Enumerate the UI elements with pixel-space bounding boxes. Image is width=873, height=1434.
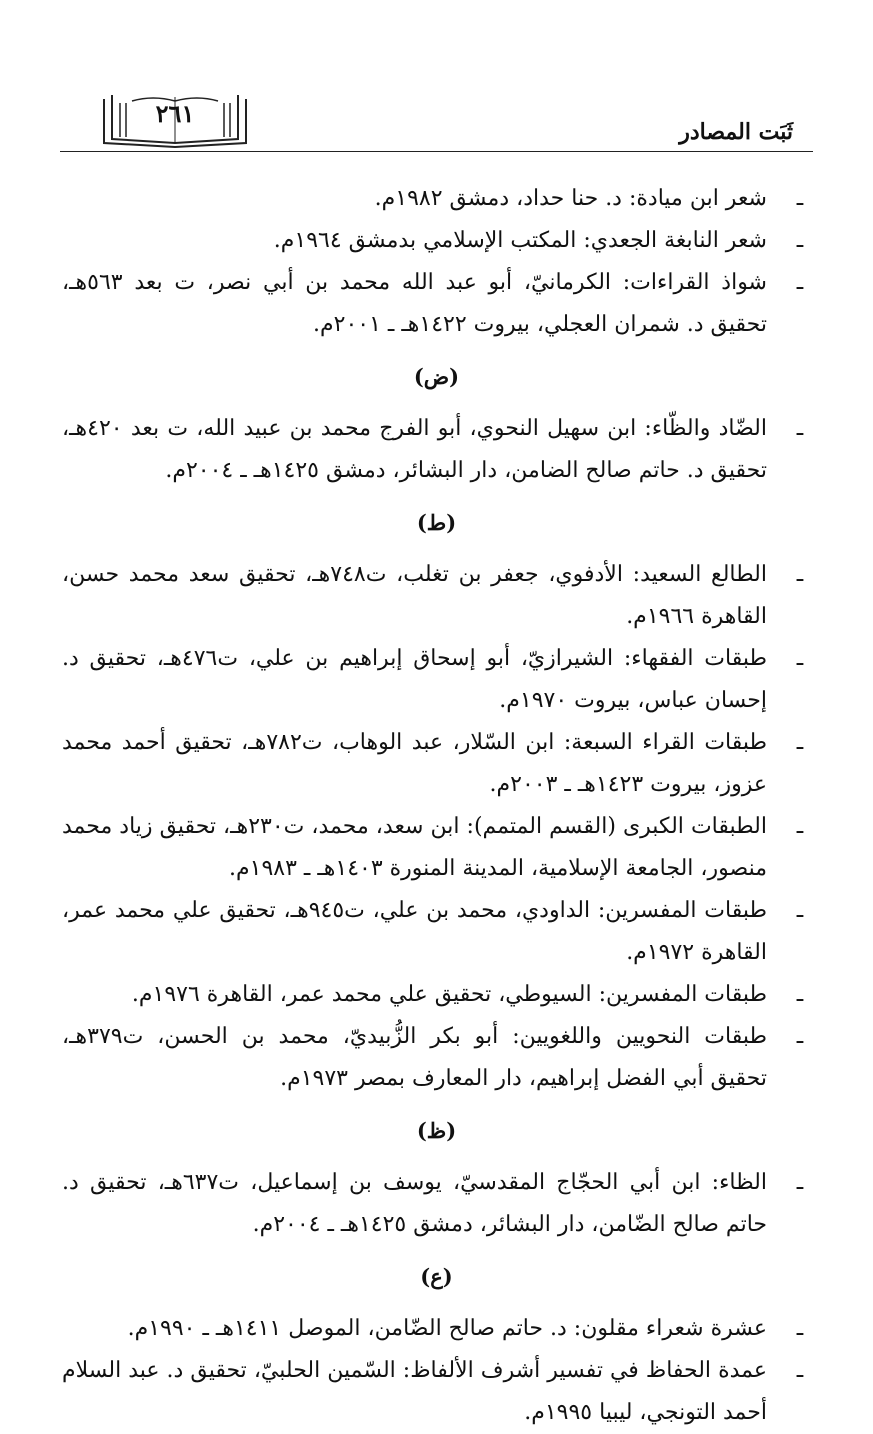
entry-text: طبقات المفسرين: الداودي، محمد بن علي، ت٩٤٥هـ، تحقيق علي محمد عمر، القاهرة ١٩٧٢م. <box>62 898 767 965</box>
entry-dash: ـ <box>796 270 804 295</box>
bibliography-entry <box>62 638 811 722</box>
entry-text: طبقات الفقهاء: الشيرازيّ، أبو إسحاق إبراهيم بن علي، ت٤٧٦هـ، تحقيق د. إحسان عباس، بيروت ١٩٧٠م. <box>62 646 767 713</box>
entry-text: الطبقات الكبرى (القسم المتمم): ابن سعد، محمد، ت٢٣٠هـ، تحقيق زياد محمد منصور، الجامعة الإسلامية، المدينة المنورة ١٤٠٣هـ ـ ١٩٨٣م. <box>62 814 767 881</box>
entry-dash: ـ <box>796 1316 804 1341</box>
letter-heading: (ع) <box>420 1264 453 1289</box>
entry-dash: ـ <box>796 1358 804 1383</box>
entry-dash: ـ <box>796 982 804 1007</box>
entry-text: عشرة شعراء مقلون: د. حاتم صالح الضّامن، الموصل ١٤١١هـ ـ ١٩٩٠م. <box>127 1316 767 1341</box>
bibliography-entry <box>62 1308 811 1350</box>
entry-text: طبقات القراء السبعة: ابن السّلار، عبد الوهاب، ت٧٨٢هـ، تحقيق أحمد محمد عزوز، بيروت ١٤٢٣هـ ـ ٢٠٠٣م. <box>62 730 768 797</box>
entry-text: الضّاد والظّاء: ابن سهيل النحوي، أبو الفرج محمد بن عبيد الله، ت بعد ٤٢٠هـ، تحقيق د. حاتم صالح الضامن، دار البشائر، دمشق ١٤٢٥هـ ـ ٢٠٠٤م. <box>62 416 767 483</box>
bibliography-entry <box>62 408 811 492</box>
header-rule <box>60 151 813 152</box>
bibliography-entry <box>62 1350 811 1434</box>
entry-text: الظاء: ابن أبي الحجّاج المقدسيّ، يوسف بن إسماعيل، ت٦٣٧هـ، تحقيق د. حاتم صالح الضّامن، دار البشائر، دمشق ١٤٢٥هـ ـ ٢٠٠٤م. <box>62 1170 767 1237</box>
bibliography-entry <box>62 220 811 262</box>
bibliography-entry <box>62 262 811 346</box>
entry-text: شواذ القراءات: الكرمانيّ، أبو عبد الله محمد بن أبي نصر، ت بعد ٥٦٣هـ، تحقيق د. شمران العجلي، بيروت ١٤٢٢هـ ـ ٢٠٠١م. <box>62 270 767 337</box>
letter-heading: (ض) <box>413 364 460 389</box>
entry-dash: ـ <box>796 562 804 587</box>
entry-text: شعر ابن ميادة: د. حنا حداد، دمشق ١٩٨٢م. <box>374 186 767 211</box>
letter-heading: (ظ) <box>416 1118 457 1143</box>
bibliography-entry <box>62 554 811 638</box>
bibliography-entry <box>62 722 811 806</box>
bibliography-entry <box>62 806 811 890</box>
entry-text: طبقات النحويين واللغويين: أبو بكر الزُّبيديّ، محمد بن الحسن، ت٣٧٩هـ، تحقيق أبي الفضل إبراهيم، دار المعارف بمصر ١٩٧٣م. <box>62 1024 767 1091</box>
entry-dash: ـ <box>796 814 804 839</box>
bibliography-entry <box>62 890 811 974</box>
bibliography-entry <box>62 974 811 1016</box>
bibliography-entry <box>62 178 811 220</box>
bibliography-entry <box>62 1016 811 1100</box>
entry-dash: ـ <box>796 186 804 211</box>
entry-dash: ـ <box>796 228 804 253</box>
bibliography-list <box>62 178 811 1434</box>
entry-text: طبقات المفسرين: السيوطي، تحقيق علي محمد عمر، القاهرة ١٩٧٦م. <box>131 982 767 1007</box>
entry-text: عمدة الحفاظ في تفسير أشرف الألفاظ: السّمين الحلبيّ، تحقيق د. عبد السلام أحمد التونجي، ليبيا ١٩٩٥م. <box>62 1358 767 1425</box>
entry-dash: ـ <box>796 730 804 755</box>
entry-dash: ـ <box>796 1170 804 1195</box>
page-header <box>60 85 813 150</box>
page-number: ٢٦١ <box>155 99 195 128</box>
entry-text: شعر النابغة الجعدي: المكتب الإسلامي بدمشق ١٩٦٤م. <box>273 228 767 253</box>
entry-dash: ـ <box>796 1024 804 1049</box>
running-title: ثَبَت المصادر <box>679 119 793 145</box>
bibliography-entry <box>62 1162 811 1246</box>
letter-heading: (ط) <box>416 510 457 535</box>
entry-dash: ـ <box>796 898 804 923</box>
entry-dash: ـ <box>796 646 804 671</box>
entry-text: الطالع السعيد: الأدفوي، جعفر بن تغلب، ت٧٤٨هـ، تحقيق سعد محمد حسن، القاهرة ١٩٦٦م. <box>62 562 767 629</box>
entry-dash: ـ <box>796 416 804 441</box>
